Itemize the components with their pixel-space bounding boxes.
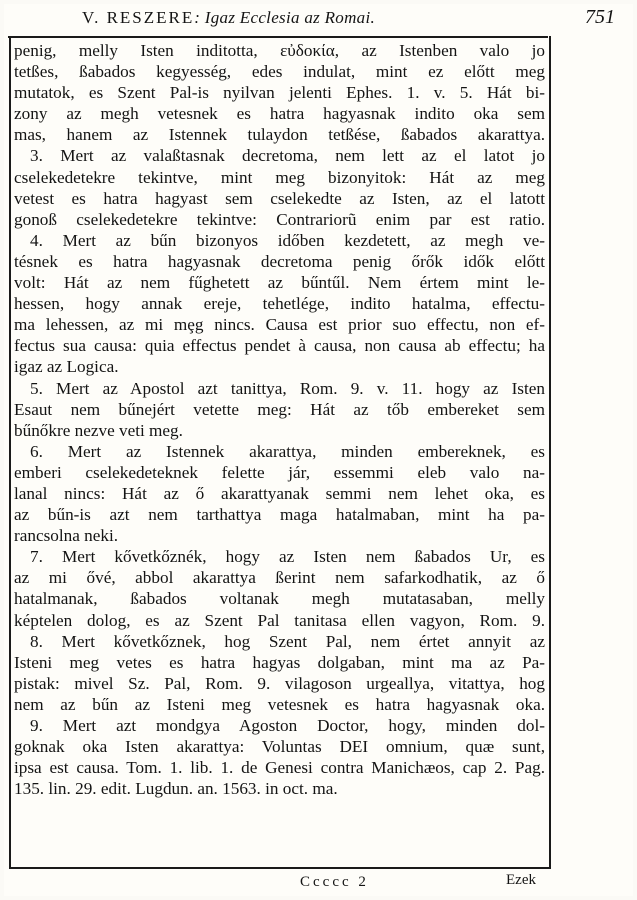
header-rule [8,36,548,38]
right-frame-rule [549,36,551,869]
running-title-section: V. RESZERE [82,8,195,27]
text-line: volt: Hát az nem fűghetett az bűntűl. Nem értem mint le- [14,273,545,293]
text-line: cselekedetekre tekintve, mint meg bizonyitok: Hát az meg [14,167,545,187]
text-line: nem az bűn az Isteni meg vetesnek es hatra hagyasnak oka. [14,694,545,714]
running-head [0,0,637,40]
text-line: Esaut nem bűnejért vetette meg: Hát az tőb embereket sem [14,399,545,419]
text-line: bűnőkre nezve veti meg. [14,420,183,440]
paragraph-start: 4. Mert az bűn bizonyos időben kezdetett, az megh ve- [30,230,545,250]
text-line: hessen, hogy annak ereje, tehetlége, indito hatalma, effectu- [14,294,545,314]
text-line: lanal nincs: Hát az ő akarattyanak semmi nem lehet oka, es [14,483,545,503]
paragraph-start: 3. Mert az valaßtasnak decretoma, nem lett az el latot jo [30,146,545,166]
text-line: fectus sua causa: quia effectus pendet à causa, non causa ab effectu; ha [14,336,545,356]
text-line: az mi ővé, abbol akarattya ßerint nem safarkodhatik, az ő [14,568,545,588]
text-line: ma lehessen, az mi mȩg nincs. Causa est prior suo effectu, non ef- [14,315,545,335]
text-line: képtelen dolog, es az Szent Pal tanitasa ellen vagyon, Rom. 9. [14,610,545,630]
paragraph-start: 5. Mert az Apostol azt tanittya, Rom. 9. v. 11. hogy az Isten [30,378,545,398]
text-line: tetßes, ßabados kegyesség, edes indulat, mint ez előtt meg [14,62,545,82]
paragraph-start: 8. Mert kővetkőznek, hog Szent Pal, nem értet annyit az [30,631,545,651]
left-frame-rule [9,36,11,869]
text-line: az bűn-is azt nem tarthattya maga hatalmaban, mint ha pa- [14,505,545,525]
text-line: igaz az Logica. [14,357,119,377]
text-line: penig, melly Isten inditotta, εὐδοκία, az Istenben valo jo [14,41,545,60]
text-line: emberi cselekedeteknek felette jár, essemmi eleb valo na- [14,462,545,482]
text-line: 135. lin. 29. edit. Lugdun. an. 1563. in oct. ma. [14,779,338,799]
text-line: mutatok, es Szent Pal-is nyilvan jelenti Ephes. 1. v. 5. Hát bi- [14,83,545,103]
text-line: ipsa est causa. Tom. 1. lib. 1. de Genesi contra Manichæos, cap 2. Pag. [14,758,545,778]
text-line: rancsolna neki. [14,526,119,546]
running-title-subject: : Igaz Ecclesia az Romai. [194,8,376,27]
text-line: tésnek es hatra hagyasnak decretoma penig őrők idők előtt [14,251,545,271]
text-line: vetest es hatra hagyast sem cselekedte az Isten, az el latott [14,188,545,208]
text-line: gonoß cselekedetekre tekintve: Contrariorũ enim par est ratio. [14,209,545,229]
paragraph-start: 7. Mert kővetkőznék, hogy az Isten nem ßabados Ur, es [30,547,545,567]
text-line: mas, hanem az Istennek tulaydon tetßése, ßabados akarattya. [14,125,545,145]
text-line: zony az megh vetesnek es hatra hagyasnak indito oka sem [14,104,545,124]
catchword: Ezek [506,872,536,888]
running-title [82,8,375,28]
text-line: Isteni meg vetes es hatra hagyas dolgaban, mint ma az Pa- [14,652,545,672]
bottom-frame-rule [9,867,551,869]
signature-mark: Ccccc 2 [300,874,369,890]
page-number: 751 [585,6,615,28]
text-line: pistak: mivel Sz. Pal, Rom. 9. vilagoson urgeallya, vitattya, hog [14,673,545,693]
paragraph-start: 6. Mert az Istennek akarattya, minden embereknek, es [30,441,545,461]
text-line: goknak oka Isten akarattya: Voluntas DEI omnium, quæ sunt, [14,737,545,757]
text-line: hatalmanak, ßabados voltanak megh mutatasaban, melly [14,589,545,609]
paragraph-start: 9. Mert azt mondgya Agoston Doctor, hogy, minden dol- [30,716,545,735]
body-text [14,40,545,799]
